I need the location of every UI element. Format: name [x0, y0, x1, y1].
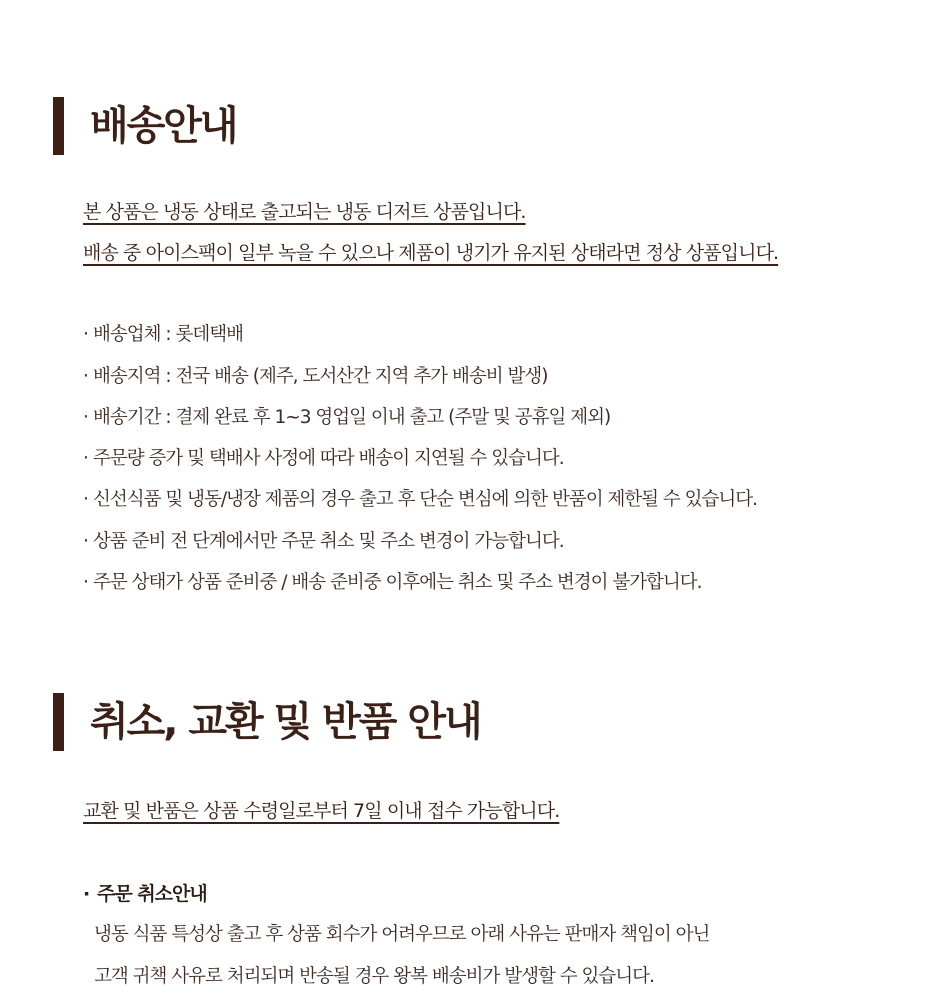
shipping-item-cancel-window — [83, 527, 564, 553]
shipping-item-delay — [83, 444, 564, 470]
shipping-notice-icepack: 배송 중 아이스팩이 일부 녹을 수 있으나 제품이 냉기가 유지된 상태라면 정상 상품입니다. — [83, 242, 779, 264]
bullet-dot: · — [83, 531, 88, 552]
bullet-dot: · — [83, 407, 88, 428]
bullet-dot: · — [83, 883, 90, 905]
shipping-item-fresh-return — [83, 485, 757, 511]
shipping-item-period — [83, 403, 610, 429]
shipping-item-text: 배송업체 : 롯데택배 — [93, 324, 243, 345]
shipping-item-text: 상품 준비 전 단계에서만 주문 취소 및 주소 변경이 가능합니다. — [93, 531, 564, 552]
bullet-dot: · — [83, 572, 88, 593]
cancel-subsection-heading-text: 주문 취소안내 — [97, 883, 207, 905]
shipping-item-cancel-restriction — [83, 568, 702, 594]
shipping-item-text: 신선식품 및 냉동/냉장 제품의 경우 출고 후 단순 변심에 의한 반품이 제한될 수 있습니다. — [93, 489, 758, 510]
bullet-dot: · — [83, 366, 88, 387]
cancel-subsection-line: 냉동 식품 특성상 출고 후 상품 회수가 어려우므로 아래 사유는 판매자 책임이 아닌 — [94, 924, 710, 945]
shipping-notice-frozen: 본 상품은 냉동 상태로 출고되는 냉동 디저트 상품입니다. — [83, 201, 526, 223]
shipping-item-text: 배송기간 : 결제 완료 후 1~3 영업일 이내 출고 (주말 및 공휴일 제외) — [93, 407, 611, 428]
shipping-section-title: 배송안내 — [53, 97, 237, 155]
bullet-dot: · — [83, 489, 88, 510]
bullet-dot: · — [83, 448, 88, 469]
cancel-subsection-line: 고객 귀책 사유로 처리되며 반송될 경우 왕복 배송비가 발생할 수 있습니다. — [94, 966, 654, 987]
cancel-subsection-heading — [83, 879, 207, 906]
cancel-notice-exchange: 교환 및 반품은 상품 수령일로부터 7일 이내 접수 가능합니다. — [83, 800, 560, 822]
shipping-item-carrier — [83, 320, 243, 346]
bullet-dot: · — [83, 324, 88, 345]
cancel-section-title: 취소, 교환 및 반품 안내 — [53, 693, 481, 751]
shipping-item-region — [83, 362, 548, 388]
shipping-item-text: 배송지역 : 전국 배송 (제주, 도서산간 지역 추가 배송비 발생) — [93, 366, 548, 387]
shipping-item-text: 주문량 증가 및 택배사 사정에 따라 배송이 지연될 수 있습니다. — [93, 448, 564, 469]
shipping-item-text: 주문 상태가 상품 준비중 / 배송 준비중 이후에는 취소 및 주소 변경이 불가합니다. — [93, 572, 702, 593]
